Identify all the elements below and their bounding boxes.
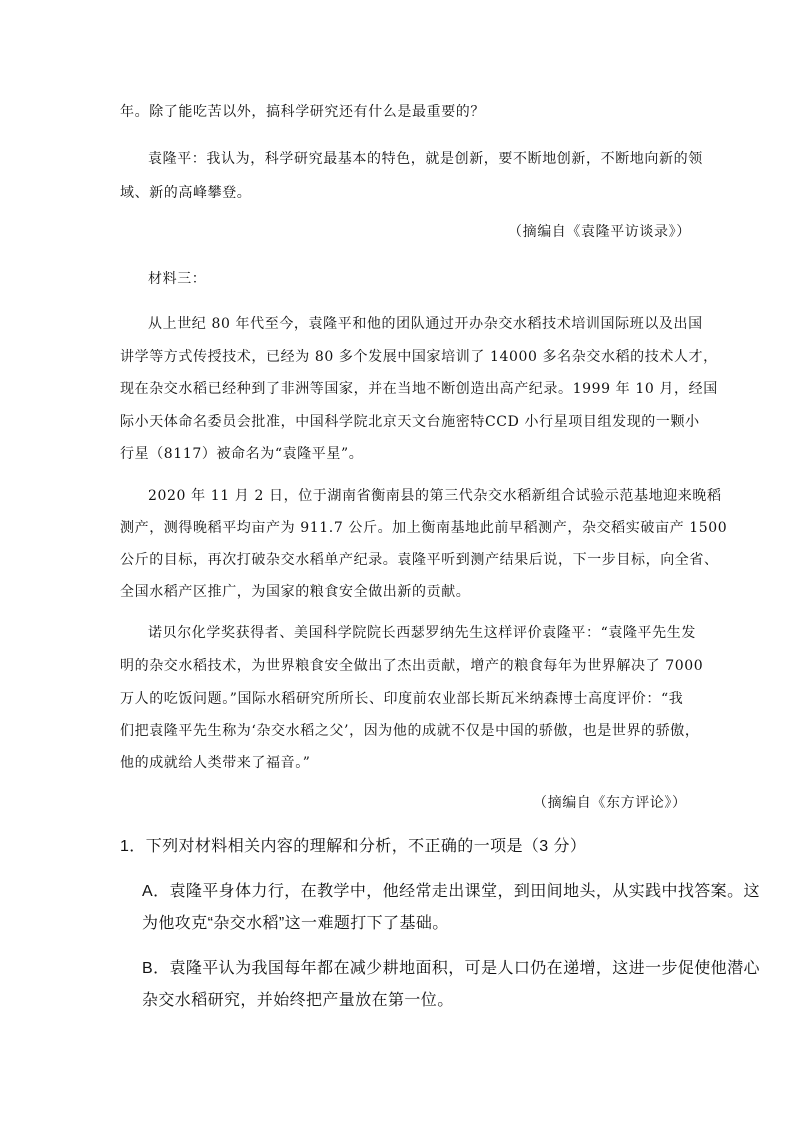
paragraph-line: 公斤的目标，再次打破杂交水稻单产纪录。袁隆平听到测产结果后说，下一步目标，向全省、 bbox=[120, 552, 719, 568]
paragraph-line: 域、新的高峰攀登。 bbox=[120, 185, 252, 201]
paragraph-line: 他的成就给人类带来了福音。” bbox=[120, 755, 311, 771]
paragraph-line: 万人的吃饭问题。”国际水稻研究所所长、印度前农业部长斯瓦米纳森博士高度评价：“我 bbox=[120, 691, 684, 707]
paragraph-line: 讲学等方式传授技术，已经为 80 多个发展中国家培训了 14000 多名杂交水稻的技术人才， bbox=[120, 349, 718, 365]
paragraph-line: 2020 年 11 月 2 日，位于湖南省衡南县的第三代杂交水稻新组合试验示范基地迎来晚稻 bbox=[148, 488, 722, 504]
paragraph-line: 全国水稻产区推广，为国家的粮食安全做出新的贡献。 bbox=[120, 584, 471, 600]
paragraph-line: 现在杂交水稻已经种到了非洲等国家，并在当地不断创造出高产纪录。1999 年 10 月，经国 bbox=[120, 381, 718, 397]
source-citation: （摘编自《东方评论》） bbox=[533, 795, 687, 811]
paragraph-line: 年。除了能吃苦以外，搞科学研究还有什么是最重要的？ bbox=[120, 104, 485, 120]
paragraph-line: 行星（8117）被命名为“袁隆平星”。 bbox=[120, 446, 364, 462]
paragraph-line: 际小天体命名委员会批准，中国科学院北京天文台施密特CCD 小行星项目组发现的一颗小 bbox=[120, 414, 700, 430]
paragraph-line: 测产，测得晚稻平均亩产为 911.7 公斤。加上衡南基地此前早稻测产，杂交稻实破亩产 1500 bbox=[120, 520, 728, 536]
paragraph-line: 们把袁隆平先生称为‘杂交水稻之父’，因为他的成就不仅是中国的骄傲，也是世界的骄傲， bbox=[120, 723, 700, 739]
option-a: A．袁隆平身体力行，在教学中，他经常走出课堂，到田间地头，从实践中找答案。这 bbox=[142, 883, 760, 900]
paragraph-line: 从上世纪 80 年代至今，袁隆平和他的团队通过开办杂交水稻技术培训国际班以及出国 bbox=[148, 316, 703, 332]
paragraph-line: 明的杂交水稻技术，为世界粮食安全做出了杰出贡献，增产的粮食每年为世界解决了 7000 bbox=[120, 658, 704, 674]
option-b: B．袁隆平认为我国每年都在减少耕地面积，可是人口仍在递增，这进一步促使他潜心 bbox=[142, 960, 760, 977]
section-heading: 材料三： bbox=[148, 271, 207, 287]
option-b-continued: 杂交水稻研究，并始终把产量放在第一位。 bbox=[142, 992, 454, 1009]
option-a-continued: 为他攻克“杂交水稻”这一难题打下了基础。 bbox=[142, 915, 449, 932]
source-citation: （摘编自《袁隆平访谈录》） bbox=[508, 224, 691, 240]
paragraph-line: 袁隆平：我认为，科学研究最基本的特色，就是创新，要不断地创新，不断地向新的领 bbox=[148, 151, 703, 167]
paragraph-line: 诺贝尔化学奖获得者、美国科学院院长西瑟罗纳先生这样评价袁隆平：“袁隆平先生发 bbox=[148, 625, 696, 641]
question-stem: 1．下列对材料相关内容的理解和分析，不正确的一项是（3 分） bbox=[120, 838, 587, 855]
